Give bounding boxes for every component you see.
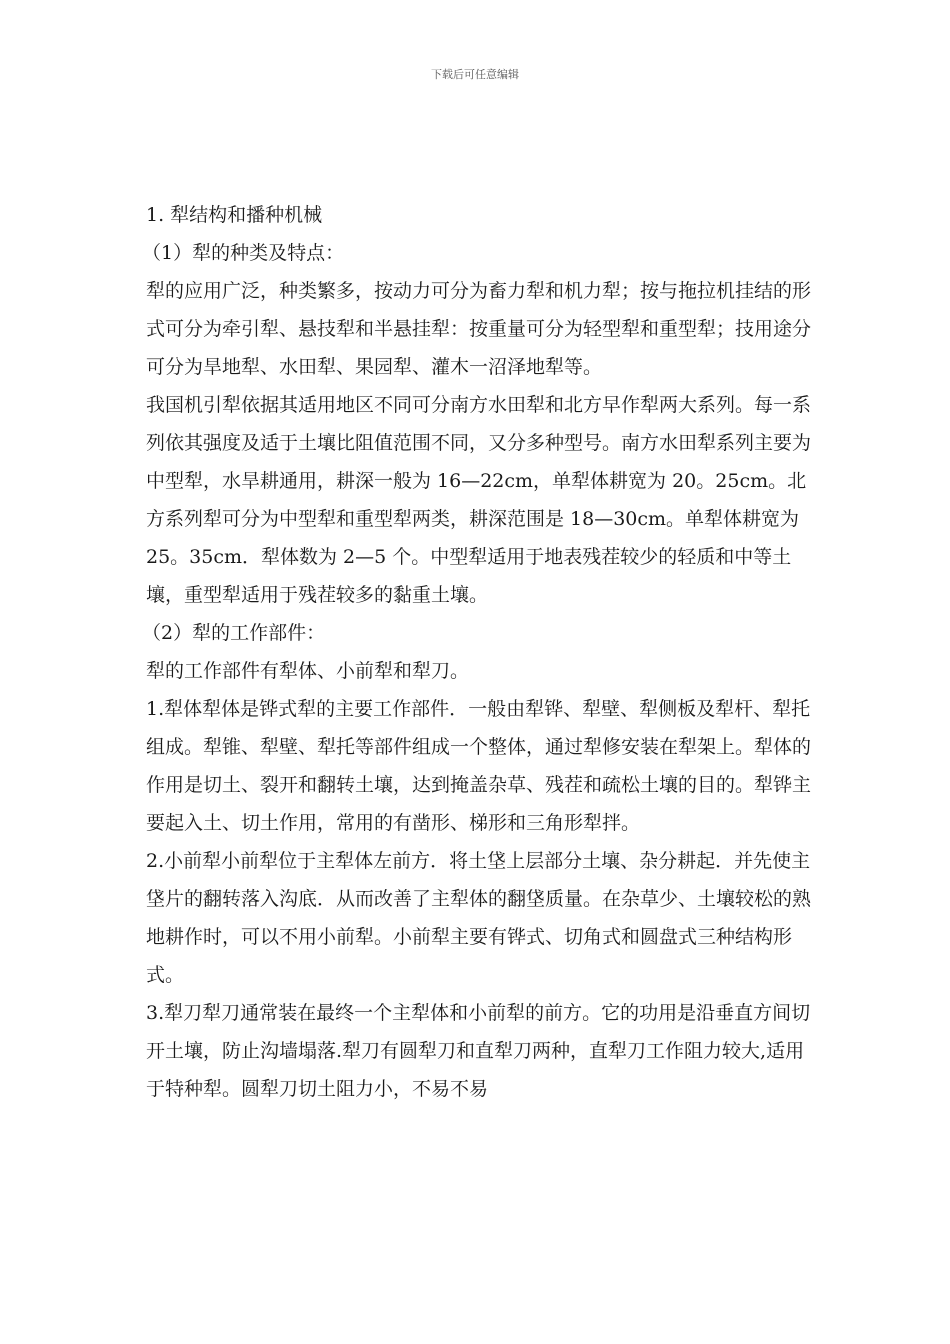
document-body — [142, 196, 814, 1108]
paragraph-working-parts: 犁的工作部件有犁体、小前犁和犁刀。 — [146, 660, 470, 682]
section-heading: 1. 犁结构和播种机械 — [146, 204, 323, 226]
paragraph-coulter: 3.犁刀犁刀通常装在最终一个主犁体和小前犁的前方。它的功用是沿垂直方间切开土壤，防止沟墙塌落.犁刀有圆犁刀和直犁刀两种，直犁刀工作阻力较大,适用于特种犁。圆犁刀切土阻力小，不易不易 — [146, 1002, 811, 1100]
paragraph-skim-coulter: 2.小前犁小前犁位于主犁体左前方．将土垡上层部分土壤、杂分耕起．并先使主垡片的翻转落入沟底．从而改善了主犁体的翻垡质量。在杂草少、土壤较松的熟地耕作时，可以不用小前犁。小前犁主要有铧式、切角式和圆盘式三种结构形式。 — [146, 850, 812, 986]
subsection-heading-1: （1）犁的种类及特点： — [142, 242, 345, 264]
page-header-note: 下载后可任意编辑 — [431, 68, 519, 81]
paragraph-plow-types: 犁的应用广泛，种类繁多，按动力可分为畜力犁和机力犁；按与拖拉机挂结的形式可分为牵引犁、悬技犁和半悬挂犁：按重量可分为轻型犁和重型犁；技用途分可分为旱地犁、水田犁、果园犁、灌木一沼泽地犁等。 — [146, 280, 812, 378]
subsection-heading-2: （2）犁的工作部件： — [142, 622, 326, 644]
paragraph-plow-series: 我国机引犁依据其适用地区不同可分南方水田犁和北方早作犁两大系列。每一系列依其强度及适于土壤比阻值范围不同，又分多种型号。南方水田犁系列主要为中型犁，水旱耕通用，耕深一般为 16—22cm，单犁体耕宽为 20。25cm。北方系列犁可分为中型犁和重型犁两类，耕深范围是 18—30cm。单犁体耕宽为 25。35cm．犁体数为 2—5 个。中型犁适用于地表残茬较少的轻质和中等土壤，重型犁适用于残茬较多的黏重土壤。 — [146, 394, 812, 606]
paragraph-plow-body: 1.犁体犁体是铧式犁的主要工作部件．一般由犁铧、犁壁、犁侧板及犁杆、犁托组成。犁锥、犁壁、犁托等部件组成一个整体，通过犁修安装在犁架上。犁体的作用是切土、裂开和翻转土壤，达到掩盖杂草、残茬和疏松土壤的目的。犁铧主要起入土、切土作用，常用的有凿形、梯形和三角形犁拌。 — [146, 698, 812, 834]
